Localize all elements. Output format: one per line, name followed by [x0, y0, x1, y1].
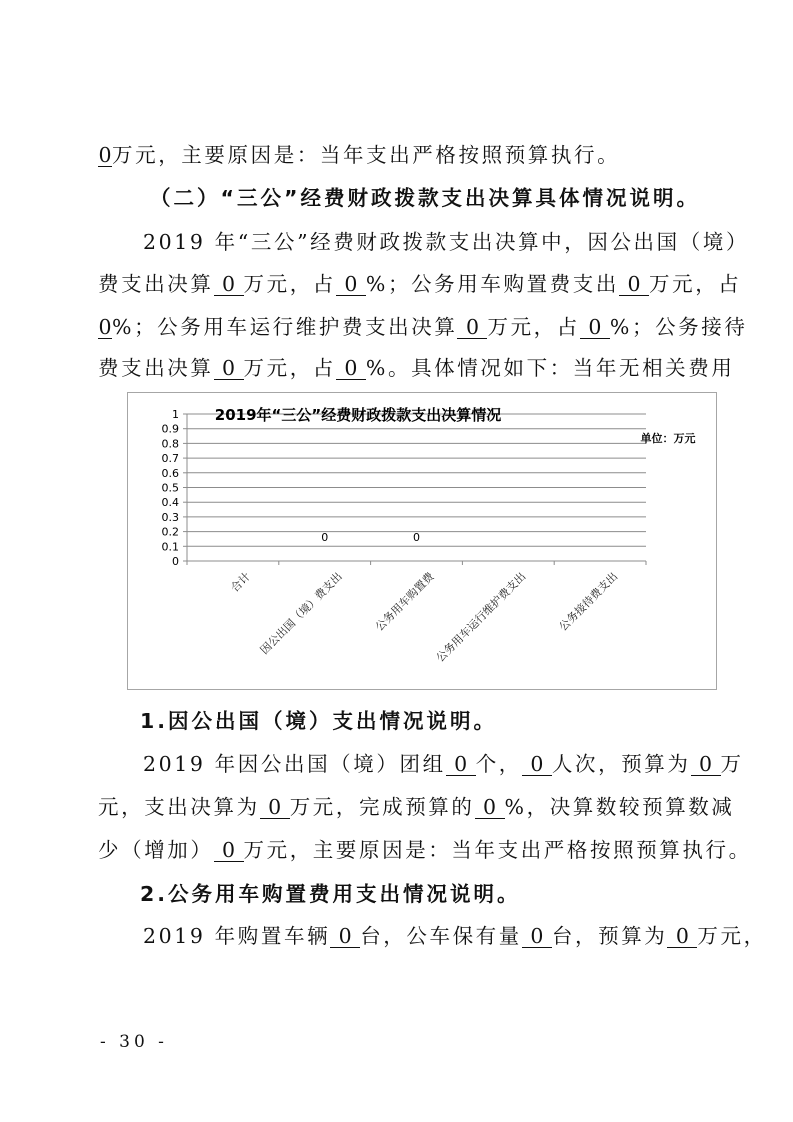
summary-line-1: 2019 年“三公”经费财政拨款支出决算中，因公出国（境）: [143, 230, 750, 254]
gridlines: [187, 414, 646, 546]
text: 费支出决算: [98, 356, 214, 380]
summary-line-2: [98, 270, 793, 298]
chart-title: 2019年“三公”经费财政拨款支出决算情况: [214, 406, 502, 424]
sec1-line-1: [143, 750, 793, 778]
text: 万元，占: [649, 272, 742, 296]
underlined-value: 0: [98, 143, 112, 167]
underlined-value: 0: [214, 273, 244, 296]
section-heading-2-1: 2.公务用车购置费用支出情况说明。: [140, 882, 521, 906]
text: %，决算数较预算数减: [504, 795, 735, 819]
underlined-value: 0: [522, 753, 552, 776]
text: 万元，主要原因是：当年支出严格按照预算执行。: [112, 143, 621, 167]
underlined-value: 0: [330, 925, 360, 948]
text: 元，支出决算为: [98, 795, 260, 819]
chart-container: [127, 392, 717, 690]
underlined-value: 0: [580, 316, 610, 339]
underlined-value: 0: [214, 357, 244, 380]
summary-line-4: [98, 354, 793, 382]
y-tick-label: 0.2: [161, 525, 179, 539]
text: 台，预算为: [551, 924, 668, 948]
page-number: - 30 -: [100, 1032, 168, 1052]
text: 人次，预算为: [551, 752, 691, 776]
underlined-value: 0: [98, 315, 112, 339]
y-tick-label: 1: [172, 408, 179, 421]
y-tick-label: 0.4: [161, 496, 179, 510]
text: 少（增加）: [98, 838, 214, 862]
y-tick-label: 0.8: [161, 437, 179, 451]
bar-chart: [128, 393, 718, 691]
section-heading-1: 1.因公出国（境）支出情况说明。: [140, 709, 498, 733]
text: 万元，占: [243, 356, 336, 380]
y-tick-label: 0.5: [161, 481, 179, 495]
underlined-value: 0: [522, 925, 552, 948]
text: 万元，: [697, 924, 767, 948]
text: 个，: [475, 752, 522, 776]
underlined-value: 0: [691, 753, 721, 776]
underlined-value: 0: [446, 753, 476, 776]
underlined-value: 0: [475, 796, 505, 819]
text: 费支出决算: [98, 272, 214, 296]
para-line-1: [98, 141, 793, 169]
text: %。具体情况如下：当年无相关费用: [365, 356, 735, 380]
x-tick-label: 因公出国（境）费支出: [257, 569, 345, 657]
text: 2019 年因公出国（境）团组: [143, 752, 446, 776]
x-tick-label: 公务用车购置费: [372, 569, 437, 634]
chart-unit-label: 单位：万元: [640, 432, 696, 445]
sec1-line-2: [98, 793, 793, 821]
text: %；公务用车运行维护费支出决算: [112, 315, 458, 339]
y-tick-label: 0: [172, 555, 179, 568]
y-tick-label: 0.1: [161, 540, 179, 554]
underlined-value: 0: [667, 925, 697, 948]
text: 2019 年购置车辆: [143, 924, 331, 948]
x-axis-labels: [228, 569, 621, 665]
x-tick-label: 公务用车运行维护费支出: [433, 569, 529, 665]
underlined-value: 0: [457, 316, 487, 339]
text: 万元，占: [243, 272, 336, 296]
y-tick-label: 0.9: [161, 422, 179, 436]
text: %；公务用车购置费支出: [365, 272, 619, 296]
y-tick-label: 0.6: [161, 466, 179, 480]
underlined-value: 0: [336, 357, 366, 380]
x-tick-label: 合计: [228, 569, 254, 595]
data-labels: [321, 531, 420, 544]
underlined-value: 0: [214, 839, 244, 862]
text: 万: [720, 752, 744, 776]
underlined-value: 0: [619, 273, 649, 296]
summary-line-3: [98, 313, 793, 341]
data-label: 0: [413, 531, 420, 544]
section-heading-2: （二）“三公”经费财政拨款支出决算具体情况说明。: [150, 186, 700, 210]
y-tick-label: 0.3: [161, 510, 179, 524]
underlined-value: 0: [260, 796, 290, 819]
x-tick-label: 公务接待费支出: [556, 569, 621, 634]
sec2-line-1: [143, 922, 793, 950]
y-tick-label: 0.7: [161, 452, 179, 466]
underlined-value: 0: [336, 273, 366, 296]
text: 万元，主要原因是：当年支出严格按照预算执行。: [243, 838, 752, 862]
sec1-line-3: [98, 836, 793, 864]
text: 万元，完成预算的: [289, 795, 475, 819]
text: 台，公车保有量: [360, 924, 522, 948]
data-label: 0: [321, 531, 329, 544]
y-axis-ticks: [162, 408, 188, 568]
text: %；公务接待: [609, 315, 748, 339]
text: 万元，占: [487, 315, 580, 339]
